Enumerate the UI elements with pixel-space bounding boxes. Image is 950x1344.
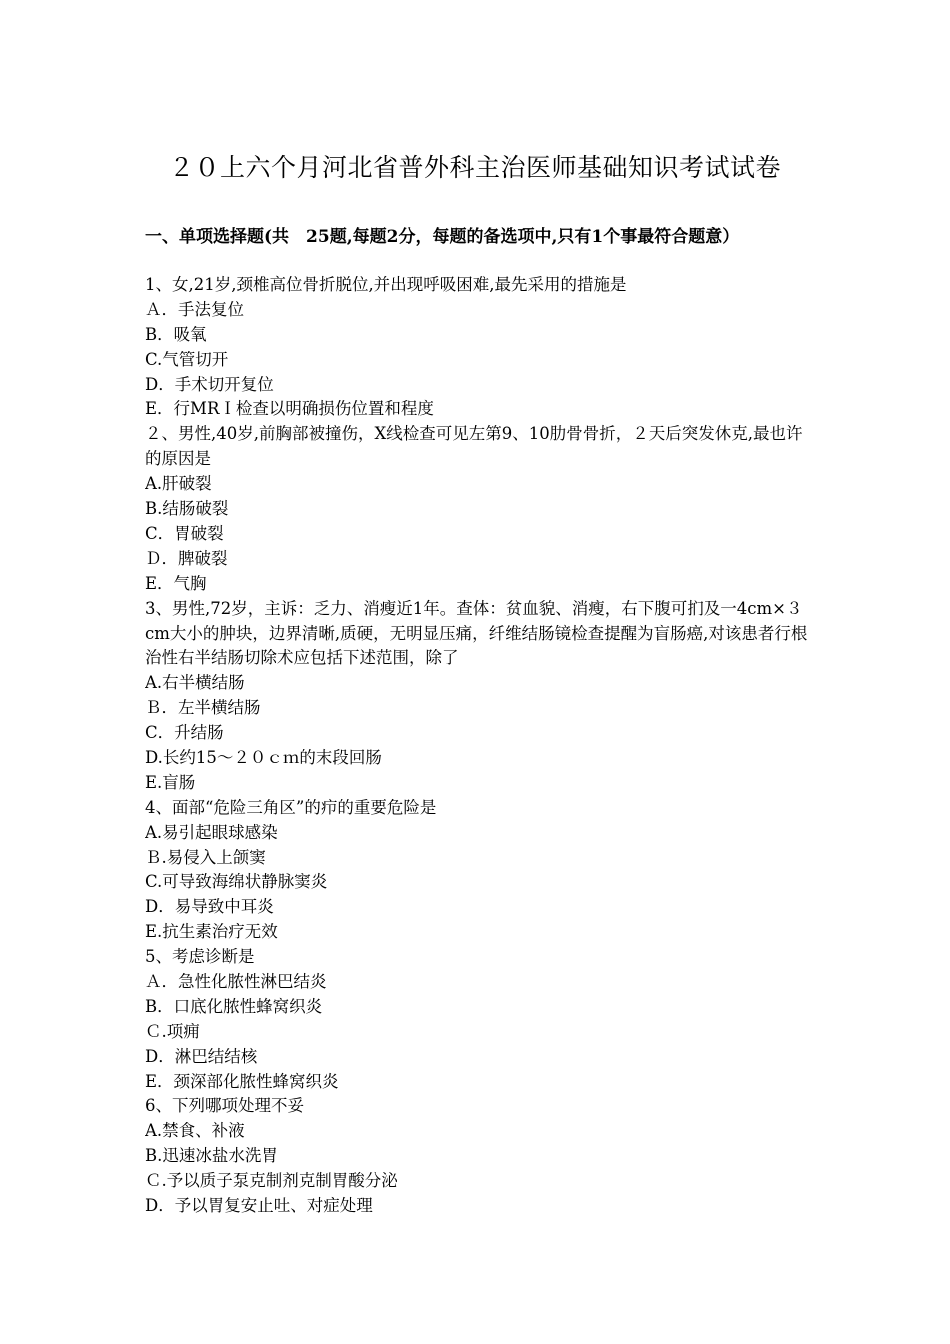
option-c: Ｃ.予以质子泵克制剂克制胃酸分泌: [145, 1171, 398, 1191]
option-b: Ｂ．左半横结肠: [145, 698, 261, 718]
option-e: E．行MRＩ检查以明确损伤位置和程度: [145, 399, 434, 419]
question-stem: 6、下列哪项处理不妥: [145, 1096, 304, 1116]
question-6: [145, 1094, 813, 1218]
option-c: C．胃破裂: [145, 523, 224, 543]
option-d: Ｄ．脾破裂: [145, 548, 228, 568]
option-a: A.易引起眼球感染: [145, 822, 278, 842]
option-e: E．气胸: [145, 573, 207, 593]
option-c: C．升结肠: [145, 723, 224, 743]
option-d: D．淋巴结结核: [145, 1046, 258, 1066]
question-stem: 3、男性,72岁，主诉：乏力、消瘦近1年。查体：贫血貌、消瘦，右下腹可扪及一4cm×３ cm大小的肿块，边界清晰,质硬，无明显压痛，纤维结肠镜检查提醒为盲肠癌,对该患者行根治性右半结肠切除术应包括下述范围，除了: [145, 598, 808, 668]
option-d: D．易导致中耳炎: [145, 897, 274, 917]
page-title: ２０上六个月河北省普外科主治医师基础知识考试试卷: [168, 153, 781, 182]
option-e: E.盲肠: [145, 772, 196, 792]
option-b: B．口底化脓性蜂窝织炎: [145, 996, 323, 1016]
option-b: B．吸氧: [145, 324, 207, 344]
option-d: D.长约15～２０ｃｍ的末段回肠: [145, 748, 382, 767]
question-stem: 4、面部“危险三角区”的疖的重要危险是: [145, 797, 437, 817]
option-e: E.抗生素治疗无效: [145, 922, 278, 942]
section-heading: 一、单项选择题(共 25题,每题2分，每题的备选项中,只有1个事最符合题意）: [145, 227, 740, 247]
question-4: [145, 796, 813, 945]
option-c: Ｃ.项痈: [145, 1021, 200, 1041]
question-1: [145, 273, 813, 422]
question-list: [145, 273, 813, 1219]
option-a: A.肝破裂: [145, 474, 212, 494]
question-stem: ２、男性,40岁,前胸部被撞伤，X线检查可见左第9、10肋骨骨折，２天后突发休克,最也许的原因是: [145, 424, 803, 469]
option-b: Ｂ.易侵入上颌窦: [145, 847, 266, 867]
option-a: Ａ．急性化脓性淋巴结炎: [145, 972, 327, 992]
option-c: C.气管切开: [145, 349, 229, 369]
option-b: B.结肠破裂: [145, 499, 229, 519]
question-stem: 1、女,21岁,颈椎高位骨折脱位,并出现呼吸困难,最先采用的措施是: [145, 275, 627, 294]
option-d: D．手术切开复位: [145, 374, 274, 394]
question-2: [145, 422, 813, 596]
option-c: C.可导致海绵状静脉窦炎: [145, 872, 328, 892]
option-b: B.迅速冰盐水洗胃: [145, 1146, 278, 1166]
option-a: A.禁食、补液: [145, 1121, 245, 1141]
question-3: [145, 597, 813, 796]
question-stem: 5、考虑诊断是: [145, 947, 255, 967]
option-e: E．颈深部化脓性蜂窝织炎: [145, 1071, 339, 1091]
question-5: [145, 945, 813, 1094]
option-a: A.右半横结肠: [145, 673, 245, 693]
option-a: Ａ．手法复位: [145, 299, 244, 319]
option-d: D．予以胃复安止吐、对症处理: [145, 1196, 373, 1216]
